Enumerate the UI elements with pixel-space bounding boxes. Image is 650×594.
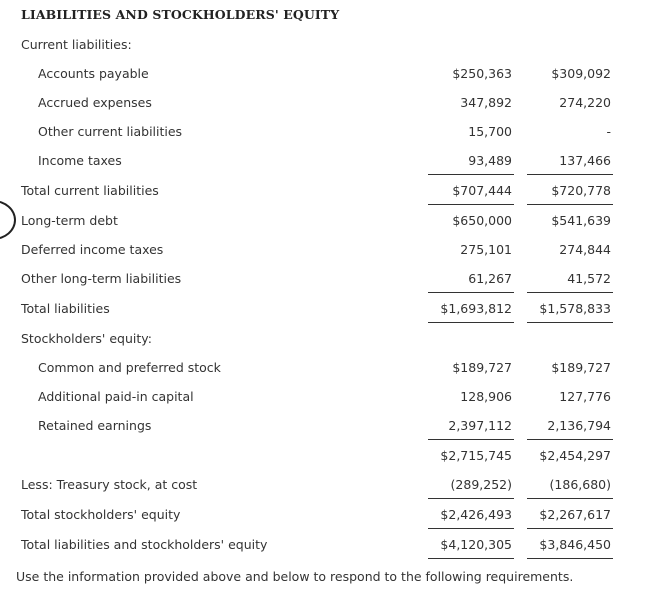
row-label-total-stockholders-equity: Total stockholders' equity: [21, 507, 181, 522]
value-prior-year: 137,466: [559, 153, 611, 168]
total-rule: [527, 322, 613, 323]
row-label-total-current-liabilities: Total current liabilities: [21, 183, 159, 198]
subtotal-rule: [527, 498, 613, 499]
subtotal-rule: [527, 439, 613, 440]
row-label-treasury-stock: Less: Treasury stock, at cost: [21, 477, 198, 492]
row-label-other-current-liabilities: Other current liabilities: [38, 124, 183, 139]
row-label-accrued-expenses: Accrued expenses: [38, 95, 152, 110]
subtotal-rule: [428, 528, 514, 529]
subtotal-rule: [428, 174, 514, 175]
value-prior-year: $1,578,833: [539, 301, 611, 316]
subtotal-rule: [527, 528, 613, 529]
subtotal-rule: [527, 204, 613, 205]
value-current-year: $707,444: [452, 183, 512, 198]
value-current-year: 2,397,112: [448, 418, 512, 433]
value-current-year: (289,252): [450, 477, 512, 492]
row-label-income-taxes: Income taxes: [38, 153, 122, 168]
value-prior-year: 274,844: [559, 242, 611, 257]
value-prior-year: $189,727: [551, 360, 611, 375]
value-prior-year: $720,778: [551, 183, 611, 198]
subtotal-rule: [428, 292, 514, 293]
value-prior-year: $541,639: [551, 213, 611, 228]
subtotal-rule: [428, 439, 514, 440]
value-prior-year: $309,092: [551, 66, 611, 81]
section-label-stockholders-equity: Stockholders' equity:: [21, 331, 152, 346]
value-current-year: $2,715,745: [440, 448, 512, 463]
value-prior-year: $2,454,297: [539, 448, 611, 463]
subtotal-rule: [527, 292, 613, 293]
value-current-year: $2,426,493: [440, 507, 512, 522]
value-prior-year: 274,220: [559, 95, 611, 110]
value-current-year: 275,101: [460, 242, 512, 257]
value-prior-year: $3,846,450: [539, 537, 611, 552]
value-current-year: 347,892: [460, 95, 512, 110]
row-label-long-term-debt: Long-term debt: [21, 213, 118, 228]
subtotal-rule: [428, 498, 514, 499]
value-current-year: 93,489: [468, 153, 512, 168]
value-current-year: $650,000: [452, 213, 512, 228]
value-current-year: 128,906: [460, 389, 512, 404]
value-prior-year: 127,776: [559, 389, 611, 404]
grand-total-rule: [527, 558, 613, 559]
row-label-total-liabilities: Total liabilities: [21, 301, 110, 316]
row-label-total-liabilities-and-equity: Total liabilities and stockholders' equity: [21, 537, 268, 552]
row-label-other-long-term-liabilities: Other long-term liabilities: [21, 271, 182, 286]
value-current-year: $250,363: [452, 66, 512, 81]
value-current-year: 61,267: [468, 271, 512, 286]
subtotal-rule: [527, 174, 613, 175]
value-prior-year: 41,572: [567, 271, 611, 286]
section-label-current-liabilities: Current liabilities:: [21, 37, 132, 52]
row-label-deferred-income-taxes: Deferred income taxes: [21, 242, 164, 257]
value-current-year: $4,120,305: [440, 537, 512, 552]
value-prior-year: 2,136,794: [547, 418, 611, 433]
grand-total-rule: [428, 558, 514, 559]
subtotal-rule: [428, 204, 514, 205]
row-label-additional-paid-in-capital: Additional paid-in capital: [38, 389, 194, 404]
value-prior-year: -: [606, 124, 611, 139]
value-current-year: $1,693,812: [440, 301, 512, 316]
annotation-circle-mark: [0, 200, 16, 240]
value-prior-year: $2,267,617: [539, 507, 611, 522]
row-label-accounts-payable: Accounts payable: [38, 66, 149, 81]
row-label-retained-earnings: Retained earnings: [38, 418, 152, 433]
value-current-year: $189,727: [452, 360, 512, 375]
instructions-text: Use the information provided above and below to respond to the following requirements.: [16, 569, 574, 584]
value-prior-year: (186,680): [549, 477, 611, 492]
row-label-common-and-preferred-stock: Common and preferred stock: [38, 360, 221, 375]
value-current-year: 15,700: [468, 124, 512, 139]
statement-title: LIABILITIES AND STOCKHOLDERS' EQUITY: [21, 7, 340, 22]
total-rule: [428, 322, 514, 323]
